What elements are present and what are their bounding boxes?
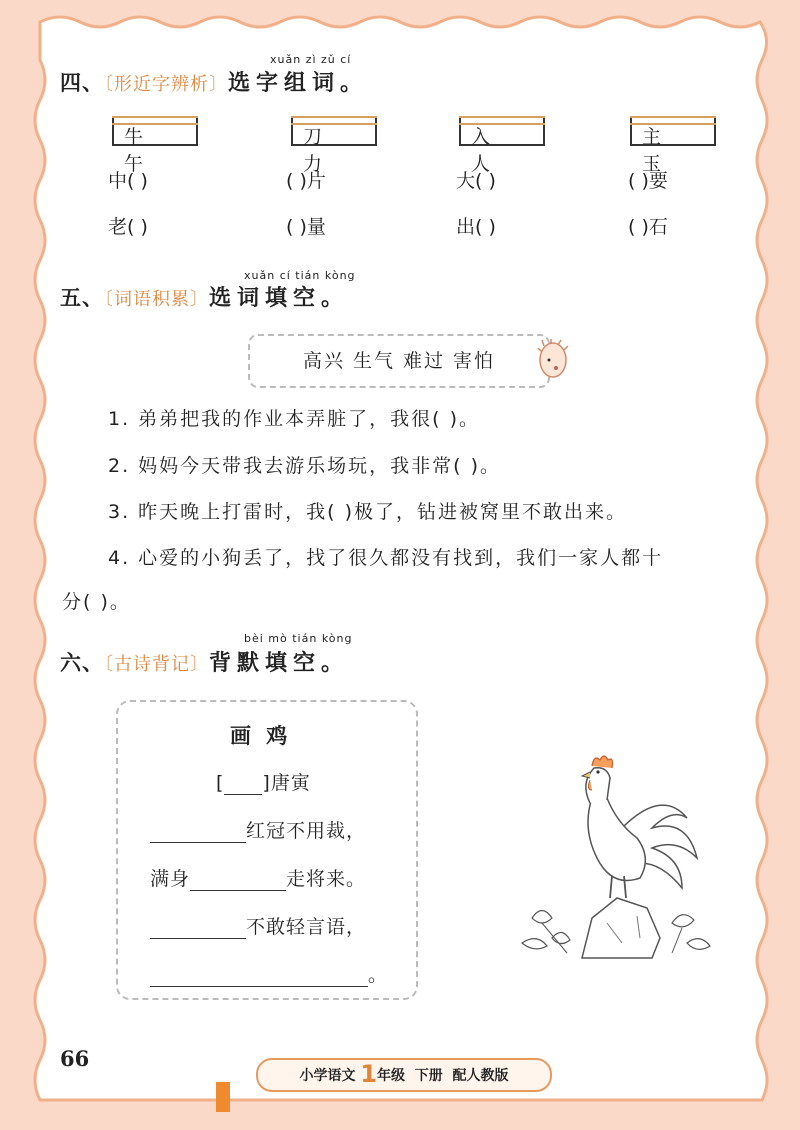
- word-bank: 高兴 生气 难过 害怕: [248, 334, 550, 388]
- poem-line-1: 红冠不用裁，: [150, 816, 366, 843]
- fill-item[interactable]: 大( ): [456, 170, 496, 192]
- section5-heading: [60, 281, 349, 312]
- section4-heading: [60, 66, 368, 97]
- section6-heading: [60, 646, 349, 677]
- section6-number: 六、: [60, 651, 104, 675]
- section5-number: 五、: [60, 286, 104, 310]
- section5-tag: 〔词语积累〕: [104, 289, 209, 310]
- footer-grade-suffix: 年级: [377, 1068, 406, 1084]
- section4-number: 四、: [60, 71, 104, 95]
- footer-volume: 下册: [414, 1068, 443, 1084]
- poem-line-4: 。: [150, 960, 388, 987]
- fill-item[interactable]: ( )量: [286, 216, 326, 238]
- section6-tag: 〔古诗背记〕: [104, 654, 209, 675]
- hedgehog-icon: [536, 338, 570, 382]
- section4-tag: 〔形近字辨析〕: [104, 74, 228, 95]
- page-number: 66: [60, 1046, 90, 1071]
- poem-blank-1[interactable]: [150, 842, 246, 843]
- sentence-4[interactable]: 4. 心爱的小狗丢了，找了很久都没有找到，我们一家人都十: [108, 547, 664, 569]
- sentence-1[interactable]: 1. 弟弟把我的作业本弄脏了，我很( )。: [108, 408, 481, 430]
- poem-author-line: [ ]唐寅: [216, 772, 311, 794]
- poem-line-2: 满身 走将来。: [150, 868, 367, 890]
- fill-item[interactable]: ( )片: [286, 170, 326, 192]
- dynasty-blank[interactable]: [224, 794, 262, 795]
- poem-author: 唐寅: [270, 772, 311, 794]
- poem-blank-3[interactable]: [150, 938, 246, 939]
- poem-box: [116, 700, 418, 1000]
- char-pair-box-1: 牛 午: [112, 116, 198, 146]
- sentence-4-cont[interactable]: 分( )。: [62, 591, 131, 613]
- fill-item[interactable]: 老( ): [108, 216, 148, 238]
- fill-item[interactable]: ( )石: [628, 216, 668, 238]
- section4-title: 选字组词。: [228, 71, 369, 96]
- footer-grade-number: 1: [360, 1060, 378, 1088]
- char-pair-box-2: 刀 力: [291, 116, 377, 146]
- poem-blank-2[interactable]: [190, 890, 286, 891]
- sentence-3[interactable]: 3. 昨天晚上打雷时，我( )极了，钻进被窝里不敢出来。: [108, 501, 628, 523]
- section6-title: 背默填空。: [209, 651, 350, 676]
- fill-item[interactable]: 中( ): [108, 170, 148, 192]
- bookmark-tab: [216, 1082, 230, 1112]
- section5-pinyin: xuǎn cí tián kòng: [244, 269, 356, 282]
- poem-blank-4[interactable]: [150, 986, 368, 987]
- char-pair-box-3: 入 人: [459, 116, 545, 146]
- footer-edition: 配人教版: [452, 1068, 509, 1084]
- section6-pinyin: bèi mò tián kòng: [244, 632, 353, 645]
- rooster-illustration: [512, 748, 722, 963]
- fill-item[interactable]: 出( ): [456, 216, 496, 238]
- sentence-2[interactable]: 2. 妈妈今天带我去游乐场玩，我非常( )。: [108, 455, 502, 477]
- poem-line-3: 不敢轻言语，: [150, 912, 366, 939]
- fill-item[interactable]: ( )要: [628, 170, 668, 192]
- section4-pinyin: xuǎn zì zǔ cí: [270, 53, 352, 66]
- poem-title: 画 鸡: [230, 724, 292, 748]
- footer-subject: 小学语文: [299, 1068, 356, 1084]
- section5-title: 选词填空。: [209, 286, 350, 311]
- footer-badge: [256, 1058, 552, 1092]
- char-pair-box-4: 主 玉: [630, 116, 716, 146]
